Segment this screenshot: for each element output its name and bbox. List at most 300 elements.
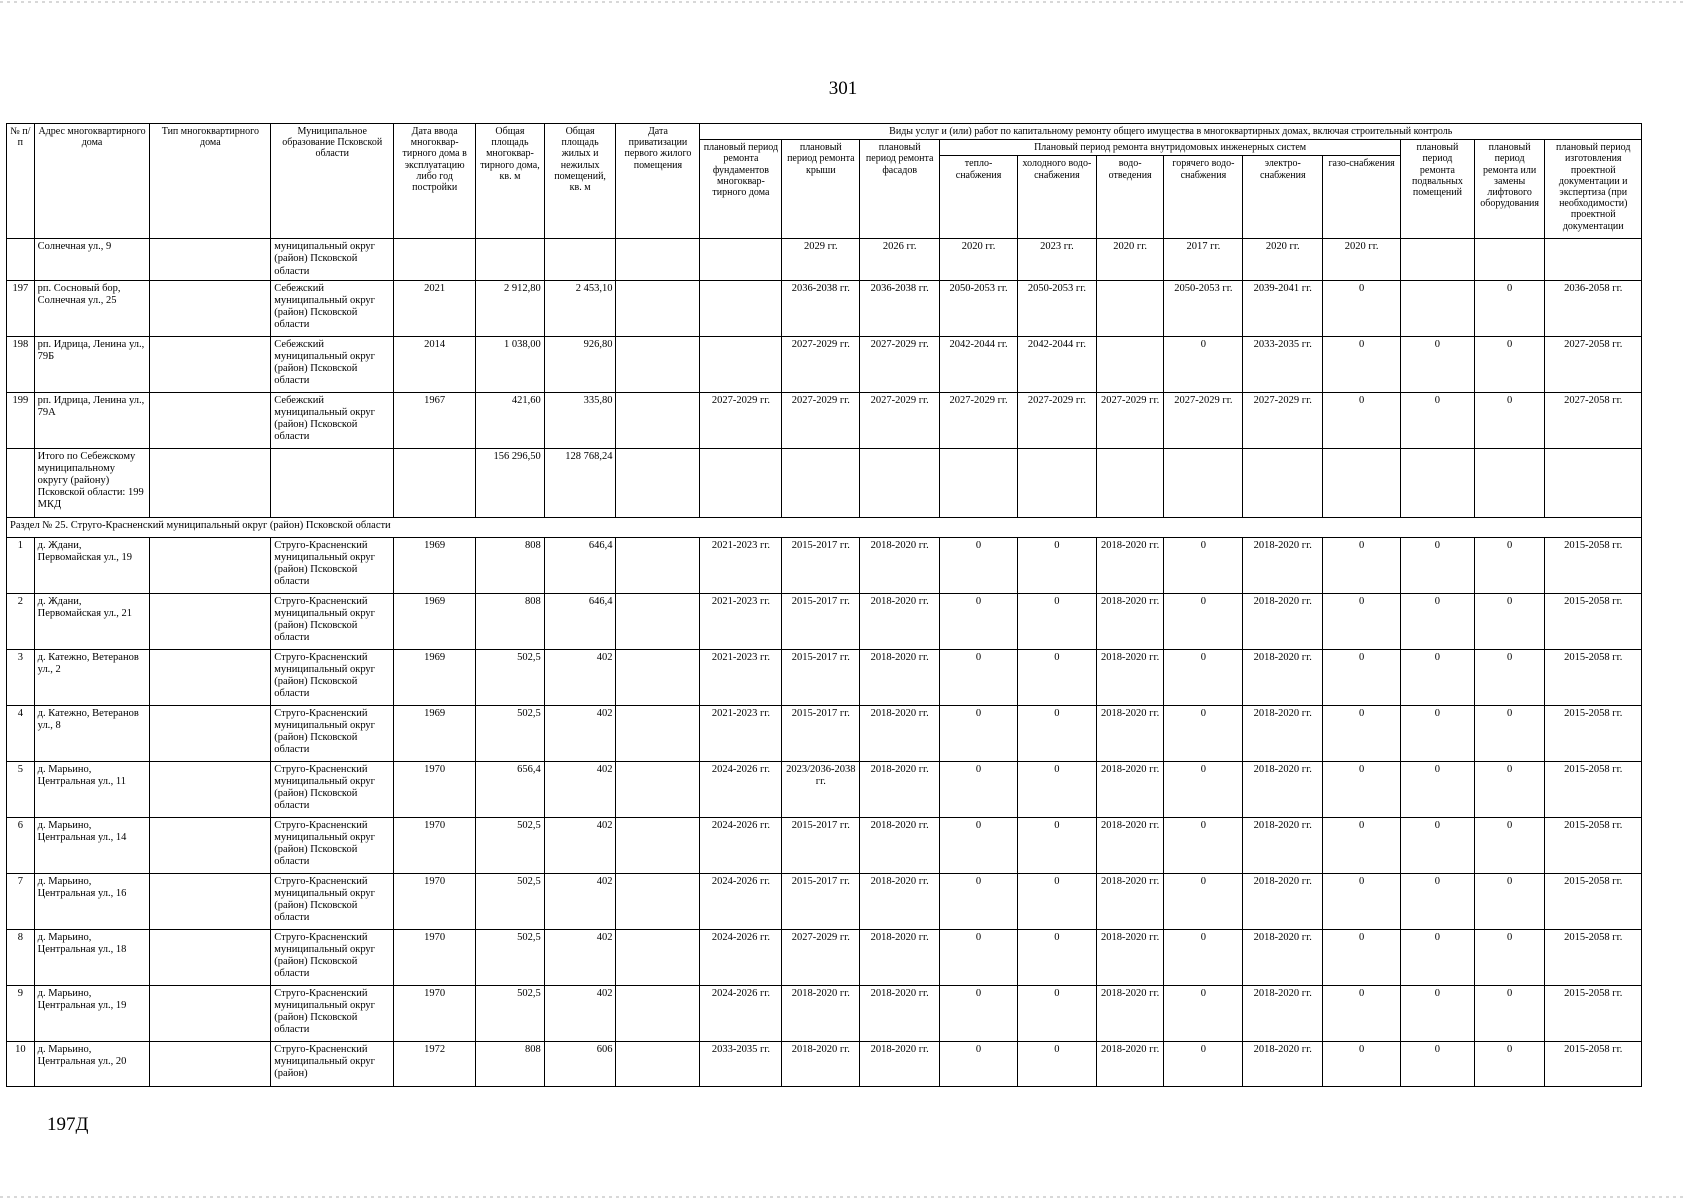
cell-design: 2015-2058 гг.	[1545, 649, 1642, 705]
cell-design: 2027-2058 гг.	[1545, 392, 1642, 448]
cell-roof: 2015-2017 гг.	[782, 593, 860, 649]
cell-roof: 2015-2017 гг.	[782, 649, 860, 705]
scan-edge-top	[0, 1, 1686, 3]
cell-type	[150, 873, 271, 929]
capital-repair-table	[6, 123, 1642, 1087]
cell-total: 808	[476, 537, 545, 593]
cell-hot: 0	[1164, 336, 1243, 392]
cell-gas: 0	[1323, 537, 1401, 593]
cell-municipality: муниципальный округ (район) Псковской области	[271, 239, 394, 280]
cell-year: 2021	[394, 280, 476, 336]
cell-design: 2015-2058 гг.	[1545, 705, 1642, 761]
cell-gas: 0	[1323, 705, 1401, 761]
col-group-engineering: Плановый период ремонта внутридомовых инженерных систем	[940, 140, 1401, 156]
cell-priv	[616, 649, 700, 705]
cell-elec: 2018-2020 гг.	[1243, 985, 1323, 1041]
col-group-services: Виды услуг и (или) работ по капитальному ремонту общего имущества в многоквартирных домах, включая строительный контроль	[700, 124, 1642, 140]
cell-address: д. Ждани, Первомайская ул., 19	[34, 537, 150, 593]
cell-address: Солнечная ул., 9	[34, 239, 150, 280]
cell-num	[7, 239, 35, 280]
rows-before-section	[7, 239, 1642, 448]
cell-type	[150, 817, 271, 873]
cell-year: 1970	[394, 873, 476, 929]
cell-drain	[1096, 336, 1164, 392]
col-cold-water: холодного водо-снабжения	[1017, 156, 1096, 239]
cell-basement	[1401, 239, 1475, 280]
cell-gas: 0	[1323, 336, 1401, 392]
col-heat: тепло-снабжения	[940, 156, 1018, 239]
cell-foundation: 2027-2029 гг.	[700, 392, 782, 448]
cell-address: д. Марьино, Центральная ул., 18	[34, 929, 150, 985]
cell-basement: 0	[1401, 705, 1475, 761]
cell-elec: 2018-2020 гг.	[1243, 705, 1323, 761]
cell-cold: 0	[1017, 761, 1096, 817]
cell-total: 502,5	[476, 817, 545, 873]
rows-after-section	[7, 537, 1642, 1086]
cell-hot: 0	[1164, 873, 1243, 929]
cell-year: 1970	[394, 817, 476, 873]
cell-foundation: 2024-2026 гг.	[700, 929, 782, 985]
cell-priv	[616, 705, 700, 761]
cell-basement: 0	[1401, 761, 1475, 817]
cell-cold: 0	[1017, 985, 1096, 1041]
cell-municipality: Себежский муниципальный округ (район) Псковской области	[271, 280, 394, 336]
cell-hot: 0	[1164, 985, 1243, 1041]
cell-hot: 0	[1164, 705, 1243, 761]
cell-foundation: 2021-2023 гг.	[700, 649, 782, 705]
cell-num: 3	[7, 649, 35, 705]
cell-heat: 0	[940, 929, 1018, 985]
section-title: Раздел № 25. Струго-Красненский муниципальный округ (район) Псковской области	[7, 517, 1642, 537]
cell-living: 926,80	[544, 336, 616, 392]
cell-year: 1967	[394, 392, 476, 448]
cell-foundation: 2024-2026 гг.	[700, 873, 782, 929]
cell-design: 2015-2058 гг.	[1545, 761, 1642, 817]
scan-edge-bottom	[0, 1196, 1686, 1198]
cell-priv	[616, 1041, 700, 1086]
cell-address: д. Ждани, Первомайская ул., 21	[34, 593, 150, 649]
cell-num: 2	[7, 593, 35, 649]
cell-elevator: 0	[1474, 649, 1545, 705]
cell-municipality: Струго-Красненский муниципальный округ (район) Псковской области	[271, 649, 394, 705]
cell-facade: 2018-2020 гг.	[860, 1041, 940, 1086]
cell-living: 402	[544, 761, 616, 817]
cell-cold: 2042-2044 гг.	[1017, 336, 1096, 392]
col-elevator: плановый период ремонта или замены лифтового оборудования	[1474, 140, 1545, 239]
cell-num: 199	[7, 392, 35, 448]
cell-roof: 2015-2017 гг.	[782, 817, 860, 873]
cell-heat: 2050-2053 гг.	[940, 280, 1018, 336]
cell-num: 10	[7, 1041, 35, 1086]
cell-municipality: Струго-Красненский муниципальный округ (район) Псковской области	[271, 817, 394, 873]
cell-basement: 0	[1401, 873, 1475, 929]
cell-design: 2015-2058 гг.	[1545, 537, 1642, 593]
cell-foundation	[700, 280, 782, 336]
cell-facade: 2018-2020 гг.	[860, 593, 940, 649]
cell-address: д. Марьино, Центральная ул., 16	[34, 873, 150, 929]
cell-roof: 2027-2029 гг.	[782, 336, 860, 392]
cell-year: 1969	[394, 649, 476, 705]
col-living-area: Общая площадь жилых и нежилых помещений, кв. м	[544, 124, 616, 239]
cell-design: 2015-2058 гг.	[1545, 1041, 1642, 1086]
cell-elec: 2018-2020 гг.	[1243, 873, 1323, 929]
cell-foundation: 2021-2023 гг.	[700, 705, 782, 761]
cell-gas: 0	[1323, 1041, 1401, 1086]
cell-gas: 0	[1323, 817, 1401, 873]
col-facade: плановый период ремонта фасадов	[860, 140, 940, 239]
cell-elevator: 0	[1474, 985, 1545, 1041]
cell-living: 646,4	[544, 593, 616, 649]
cell-foundation: 2033-2035 гг.	[700, 1041, 782, 1086]
cell-hot: 0	[1164, 649, 1243, 705]
cell-total: 656,4	[476, 761, 545, 817]
cell-heat: 0	[940, 537, 1018, 593]
cell-foundation	[700, 239, 782, 280]
col-hot-water: горячего водо-снабжения	[1164, 156, 1243, 239]
cell-design: 2015-2058 гг.	[1545, 929, 1642, 985]
cell-elevator: 0	[1474, 929, 1545, 985]
cell-type	[150, 280, 271, 336]
cell-year: 2014	[394, 336, 476, 392]
page-number: 301	[828, 78, 858, 99]
cell-living: 402	[544, 873, 616, 929]
cell-elec: 2018-2020 гг.	[1243, 1041, 1323, 1086]
cell-roof: 2027-2029 гг.	[782, 392, 860, 448]
cell-elec: 2027-2029 гг.	[1243, 392, 1323, 448]
cell-heat: 0	[940, 705, 1018, 761]
cell-total: 2 912,80	[476, 280, 545, 336]
cell-facade: 2027-2029 гг.	[860, 336, 940, 392]
cell-address: д. Марьино, Центральная ул., 19	[34, 985, 150, 1041]
col-roof: плановый период ремонта крыши	[782, 140, 860, 239]
cell-basement: 0	[1401, 649, 1475, 705]
cell-year: 1970	[394, 985, 476, 1041]
cell-year: 1970	[394, 929, 476, 985]
cell-drain: 2018-2020 гг.	[1096, 873, 1164, 929]
cell-municipality: Себежский муниципальный округ (район) Псковской области	[271, 392, 394, 448]
cell-facade: 2018-2020 гг.	[860, 537, 940, 593]
cell-priv	[616, 280, 700, 336]
cell-num: 5	[7, 761, 35, 817]
cell-design: 2015-2058 гг.	[1545, 873, 1642, 929]
cell-heat: 0	[940, 1041, 1018, 1086]
table-row	[7, 239, 1642, 280]
cell-facade: 2018-2020 гг.	[860, 761, 940, 817]
cell-address: д. Марьино, Центральная ул., 11	[34, 761, 150, 817]
cell-gas: 0	[1323, 649, 1401, 705]
cell-address: рп. Идрица, Ленина ул., 79Б	[34, 336, 150, 392]
cell-cold: 0	[1017, 649, 1096, 705]
table-row	[7, 705, 1642, 761]
cell-drain: 2018-2020 гг.	[1096, 705, 1164, 761]
cell-roof: 2015-2017 гг.	[782, 537, 860, 593]
col-type: Тип многоквартирного дома	[150, 124, 271, 239]
cell-total: 502,5	[476, 985, 545, 1041]
cell-num: 197	[7, 280, 35, 336]
cell-drain: 2018-2020 гг.	[1096, 929, 1164, 985]
cell-hot: 0	[1164, 761, 1243, 817]
table-row	[7, 392, 1642, 448]
cell-total: 808	[476, 1041, 545, 1086]
cell-gas: 0	[1323, 985, 1401, 1041]
cell-num: 4	[7, 705, 35, 761]
cell-heat: 0	[940, 873, 1018, 929]
cell-type	[150, 705, 271, 761]
cell-design: 2027-2058 гг.	[1545, 336, 1642, 392]
cell-elevator: 0	[1474, 817, 1545, 873]
cell-facade: 2036-2038 гг.	[860, 280, 940, 336]
cell-heat: 0	[940, 817, 1018, 873]
cell-drain: 2018-2020 гг.	[1096, 537, 1164, 593]
cell-total: 808	[476, 593, 545, 649]
cell-basement: 0	[1401, 1041, 1475, 1086]
cell-priv	[616, 929, 700, 985]
cell-gas: 0	[1323, 593, 1401, 649]
cell-year: 1969	[394, 705, 476, 761]
cell-foundation: 2024-2026 гг.	[700, 761, 782, 817]
cell-num: 198	[7, 336, 35, 392]
cell-gas: 0	[1323, 929, 1401, 985]
cell-gas: 0	[1323, 280, 1401, 336]
cell-total: 502,5	[476, 705, 545, 761]
cell-gas: 0	[1323, 392, 1401, 448]
cell-drain: 2027-2029 гг.	[1096, 392, 1164, 448]
cell-foundation	[700, 336, 782, 392]
cell-cold: 2023 гг.	[1017, 239, 1096, 280]
cell-type	[150, 649, 271, 705]
cell-municipality: Струго-Красненский муниципальный округ (район) Псковской области	[271, 761, 394, 817]
cell-heat: 0	[940, 649, 1018, 705]
cell-heat: 0	[940, 761, 1018, 817]
col-design-docs: плановый период изготовления проектной документации и экспертиза (при необходимости) проектной документации	[1545, 140, 1642, 239]
col-basement: плановый период ремонта подвальных помещений	[1401, 140, 1475, 239]
table-row	[7, 280, 1642, 336]
cell-facade: 2026 гг.	[860, 239, 940, 280]
cell-basement	[1401, 280, 1475, 336]
cell-roof: 2027-2029 гг.	[782, 929, 860, 985]
cell-municipality: Струго-Красненский муниципальный округ (район) Псковской области	[271, 985, 394, 1041]
cell-hot: 0	[1164, 593, 1243, 649]
cell-priv	[616, 985, 700, 1041]
cell-living: 646,4	[544, 537, 616, 593]
cell-type	[150, 336, 271, 392]
cell-elec: 2020 гг.	[1243, 239, 1323, 280]
cell-num: 6	[7, 817, 35, 873]
col-municipality: Муниципальное образование Псковской области	[271, 124, 394, 239]
cell-drain: 2018-2020 гг.	[1096, 1041, 1164, 1086]
cell-total: 502,5	[476, 873, 545, 929]
cell-roof: 2018-2020 гг.	[782, 1041, 860, 1086]
cell-hot: 0	[1164, 1041, 1243, 1086]
total-row	[7, 448, 1642, 517]
cell-address: д. Марьино, Центральная ул., 14	[34, 817, 150, 873]
cell-living: 335,80	[544, 392, 616, 448]
cell-year: 1969	[394, 593, 476, 649]
cell-drain: 2018-2020 гг.	[1096, 761, 1164, 817]
cell-living: 402	[544, 705, 616, 761]
cell-municipality: Струго-Красненский муниципальный округ (район) Псковской области	[271, 929, 394, 985]
cell-type	[150, 392, 271, 448]
cell-roof: 2036-2038 гг.	[782, 280, 860, 336]
cell-type	[150, 985, 271, 1041]
cell-type	[150, 239, 271, 280]
cell-address: д. Катежно, Ветеранов ул., 8	[34, 705, 150, 761]
cell-facade: 2018-2020 гг.	[860, 705, 940, 761]
cell-elec: 2039-2041 гг.	[1243, 280, 1323, 336]
table-row	[7, 593, 1642, 649]
cell-elevator: 0	[1474, 537, 1545, 593]
cell-drain: 2018-2020 гг.	[1096, 817, 1164, 873]
cell-facade: 2027-2029 гг.	[860, 392, 940, 448]
cell-municipality: Струго-Красненский муниципальный округ (район) Псковской области	[271, 873, 394, 929]
cell-municipality: Струго-Красненский муниципальный округ (район)	[271, 1041, 394, 1086]
cell-cold: 0	[1017, 1041, 1096, 1086]
cell-elevator	[1474, 239, 1545, 280]
cell-elevator: 0	[1474, 392, 1545, 448]
cell-heat: 2042-2044 гг.	[940, 336, 1018, 392]
table-row	[7, 873, 1642, 929]
cell-drain: 2018-2020 гг.	[1096, 593, 1164, 649]
col-privatization-date: Дата приватизации первого жилого помещения	[616, 124, 700, 239]
total-label: Итого по Себежскому муниципальному округу (району) Псковской области: 199 МКД	[34, 448, 150, 517]
cell-year	[394, 239, 476, 280]
cell-elec: 2018-2020 гг.	[1243, 761, 1323, 817]
cell-living	[544, 239, 616, 280]
cell-living: 402	[544, 929, 616, 985]
cell-priv	[616, 537, 700, 593]
cell-total	[476, 239, 545, 280]
col-address: Адрес многоквартирного дома	[34, 124, 150, 239]
cell-priv	[616, 336, 700, 392]
total-living-sum: 128 768,24	[544, 448, 616, 517]
cell-gas: 0	[1323, 873, 1401, 929]
cell-cold: 0	[1017, 537, 1096, 593]
cell-heat: 2027-2029 гг.	[940, 392, 1018, 448]
cell-hot: 2017 гг.	[1164, 239, 1243, 280]
col-gas: газо-снабжения	[1323, 156, 1401, 239]
cell-drain: 2018-2020 гг.	[1096, 649, 1164, 705]
cell-design: 2015-2058 гг.	[1545, 817, 1642, 873]
cell-basement: 0	[1401, 593, 1475, 649]
cell-heat: 2020 гг.	[940, 239, 1018, 280]
cell-foundation: 2021-2023 гг.	[700, 537, 782, 593]
cell-cold: 2027-2029 гг.	[1017, 392, 1096, 448]
cell-gas: 2020 гг.	[1323, 239, 1401, 280]
cell-basement: 0	[1401, 817, 1475, 873]
cell-roof: 2015-2017 гг.	[782, 705, 860, 761]
cell-num: 8	[7, 929, 35, 985]
cell-total: 502,5	[476, 649, 545, 705]
cell-type	[150, 761, 271, 817]
cell-design: 2036-2058 гг.	[1545, 280, 1642, 336]
cell-elevator: 0	[1474, 873, 1545, 929]
cell-type	[150, 1041, 271, 1086]
cell-gas: 0	[1323, 761, 1401, 817]
table-row	[7, 537, 1642, 593]
cell-facade: 2018-2020 гг.	[860, 649, 940, 705]
col-num: № п/п	[7, 124, 35, 239]
cell-cold: 0	[1017, 929, 1096, 985]
table-row	[7, 985, 1642, 1041]
cell-total: 502,5	[476, 929, 545, 985]
cell-roof: 2015-2017 гг.	[782, 873, 860, 929]
table-row	[7, 1041, 1642, 1086]
cell-cold: 0	[1017, 593, 1096, 649]
table-row	[7, 649, 1642, 705]
cell-type	[150, 929, 271, 985]
cell-facade: 2018-2020 гг.	[860, 929, 940, 985]
cell-facade: 2018-2020 гг.	[860, 817, 940, 873]
col-electric: электро-снабжения	[1243, 156, 1323, 239]
cell-cold: 0	[1017, 705, 1096, 761]
cell-elevator: 0	[1474, 1041, 1545, 1086]
cell-design: 2015-2058 гг.	[1545, 593, 1642, 649]
cell-elevator: 0	[1474, 705, 1545, 761]
table-row	[7, 817, 1642, 873]
cell-address: д. Катежно, Ветеранов ул., 2	[34, 649, 150, 705]
cell-num: 1	[7, 537, 35, 593]
cell-hot: 0	[1164, 537, 1243, 593]
cell-municipality: Себежский муниципальный округ (район) Псковской области	[271, 336, 394, 392]
cell-roof: 2029 гг.	[782, 239, 860, 280]
footer-code: 197Д	[47, 1114, 89, 1135]
cell-priv	[616, 239, 700, 280]
cell-facade: 2018-2020 гг.	[860, 985, 940, 1041]
cell-roof: 2018-2020 гг.	[782, 985, 860, 1041]
cell-priv	[616, 392, 700, 448]
cell-cold: 0	[1017, 817, 1096, 873]
cell-basement: 0	[1401, 985, 1475, 1041]
total-area-sum: 156 296,50	[476, 448, 545, 517]
section-row	[7, 517, 1642, 537]
cell-cold: 0	[1017, 873, 1096, 929]
cell-address: рп. Сосновый бор, Солнечная ул., 25	[34, 280, 150, 336]
cell-address: д. Марьино, Центральная ул., 20	[34, 1041, 150, 1086]
cell-priv	[616, 593, 700, 649]
col-foundation: плановый период ремонта фундаментов многоквар-тирного дома	[700, 140, 782, 239]
cell-living: 402	[544, 649, 616, 705]
cell-roof: 2023/2036-2038 гг.	[782, 761, 860, 817]
cell-heat: 0	[940, 593, 1018, 649]
cell-basement: 0	[1401, 336, 1475, 392]
cell-hot: 0	[1164, 817, 1243, 873]
cell-year: 1972	[394, 1041, 476, 1086]
cell-priv	[616, 817, 700, 873]
cell-facade: 2018-2020 гг.	[860, 873, 940, 929]
cell-elec: 2033-2035 гг.	[1243, 336, 1323, 392]
cell-elevator: 0	[1474, 761, 1545, 817]
cell-drain: 2020 гг.	[1096, 239, 1164, 280]
cell-hot: 0	[1164, 929, 1243, 985]
cell-drain: 2018-2020 гг.	[1096, 985, 1164, 1041]
cell-priv	[616, 761, 700, 817]
cell-elec: 2018-2020 гг.	[1243, 817, 1323, 873]
cell-living: 402	[544, 817, 616, 873]
cell-elec: 2018-2020 гг.	[1243, 593, 1323, 649]
cell-foundation: 2021-2023 гг.	[700, 593, 782, 649]
cell-basement: 0	[1401, 929, 1475, 985]
total-section	[7, 448, 1642, 537]
cell-living: 402	[544, 985, 616, 1041]
cell-priv	[616, 873, 700, 929]
table-row	[7, 336, 1642, 392]
cell-year: 1970	[394, 761, 476, 817]
cell-living: 2 453,10	[544, 280, 616, 336]
cell-elec: 2018-2020 гг.	[1243, 649, 1323, 705]
cell-municipality: Струго-Красненский муниципальный округ (район) Псковской области	[271, 537, 394, 593]
cell-living: 606	[544, 1041, 616, 1086]
cell-foundation: 2024-2026 гг.	[700, 817, 782, 873]
